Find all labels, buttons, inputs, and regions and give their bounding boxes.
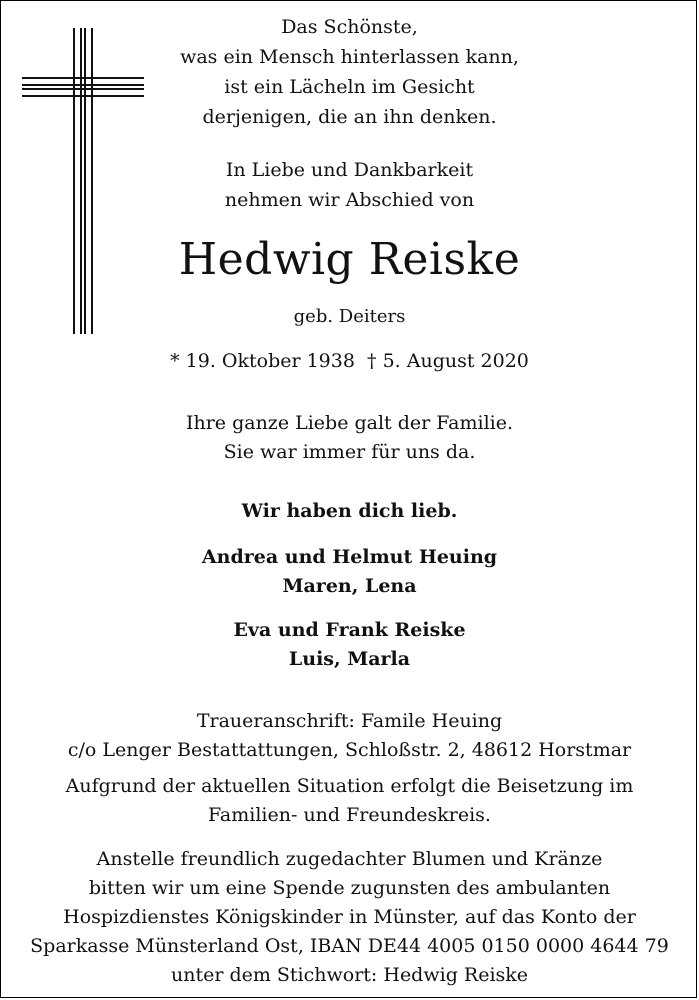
tribute-line-1: Ihre ganze Liebe galt der Familie. [185,412,514,434]
life-dates: * 19. Oktober 1938 † 5. August 2020 [170,350,529,372]
poem-line-3: ist ein Lächeln im Gesicht [224,76,475,98]
address-line-2: c/o Lenger Bestattattungen, Schloßstr. 2, 48612 Horstmar [67,739,632,761]
donation-line-2: bitten wir um eine Spende zugunsten des ambulanten [88,877,611,899]
deceased-name: Hedwig Reiske [178,234,521,285]
donation-line-4: Sparkasse Münsterland Ost, IBAN DE44 4005 0150 0000 4644 79 [30,935,669,957]
address-line-1: Traueranschrift: Famile Heuing [196,710,503,732]
family-1-line-2: Maren, Lena [282,575,417,597]
poem-line-1: Das Schönste, [281,16,418,38]
burial-line-2: Familien- und Freundeskreis. [208,804,491,826]
burial-line-1: Aufgrund der aktuellen Situation erfolgt die Beisetzung im [65,775,634,797]
maiden-name: geb. Deiters [293,306,406,327]
donation-line-3: Hospizdienstes Königskinder in Münster, auf das Konto der [63,906,636,928]
donation-line-1: Anstelle freundlich zugedachter Blumen und Kränze [96,848,603,870]
farewell-line: Wir haben dich lieb. [241,500,458,522]
family-2-line-1: Eva und Frank Reiske [233,619,466,641]
intro-line-1: In Liebe und Dankbarkeit [225,159,474,181]
intro-line-2: nehmen wir Abschied von [224,189,475,211]
tribute-line-2: Sie war immer für uns da. [223,441,476,463]
family-1-line-1: Andrea und Helmut Heuing [201,546,498,568]
donation-line-5: unter dem Stichwort: Hedwig Reiske [170,964,529,986]
poem-line-4: derjenigen, die an ihn denken. [202,106,497,128]
family-2-line-2: Luis, Marla [288,648,411,670]
poem-line-2: was ein Mensch hinterlassen kann, [180,46,519,68]
